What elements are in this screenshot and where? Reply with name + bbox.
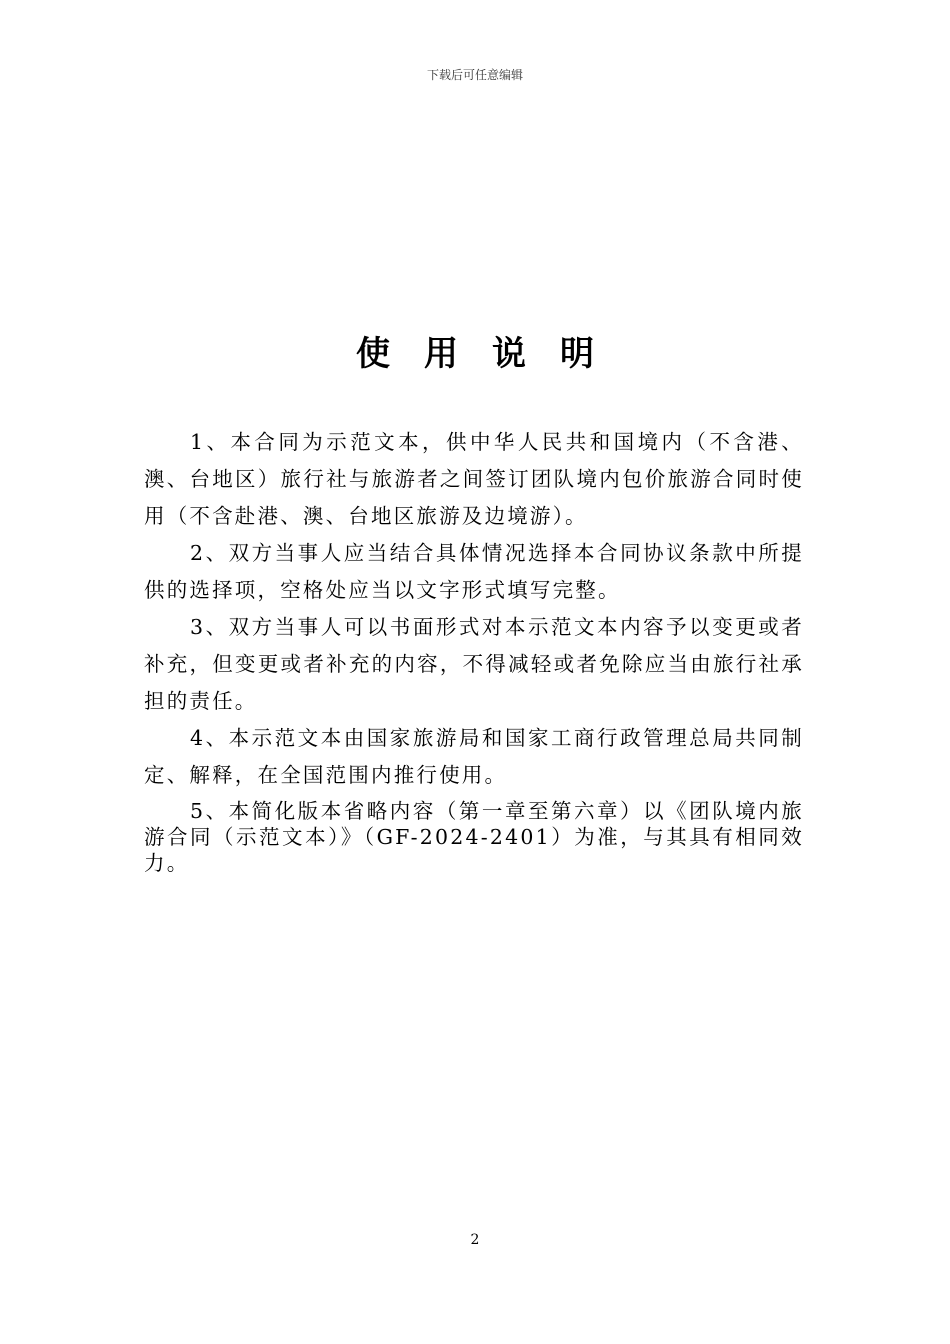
instruction-paragraph-5: 5、本简化版本省略内容（第一章至第六章）以《团队境内旅游合同（示范文本）》（GF-2024-2401）为准，与其具有相同效力。 (144, 799, 804, 875)
instruction-paragraph-4: 4、本示范文本由国家旅游局和国家工商行政管理总局共同制定、解释，在全国范围内推行使用。 (144, 726, 804, 787)
page-title: 使用说明 (356, 334, 628, 374)
page-number: 2 (470, 1232, 480, 1248)
instruction-paragraph-1: 1、本合同为示范文本，供中华人民共和国境内（不含港、澳、台地区）旅行社与旅游者之间签订团队境内包价旅游合同时使用（不含赴港、澳、台地区旅游及边境游）。 (144, 430, 804, 528)
instructions-body (144, 424, 804, 876)
header-note: 下载后可任意编辑 (426, 68, 523, 82)
instruction-paragraph-2: 2、双方当事人应当结合具体情况选择本合同协议条款中所提供的选择项，空格处应当以文字形式填写完整。 (144, 541, 804, 602)
instruction-paragraph-3: 3、双方当事人可以书面形式对本示范文本内容予以变更或者补充，但变更或者补充的内容，不得减轻或者免除应当由旅行社承担的责任。 (144, 615, 804, 713)
